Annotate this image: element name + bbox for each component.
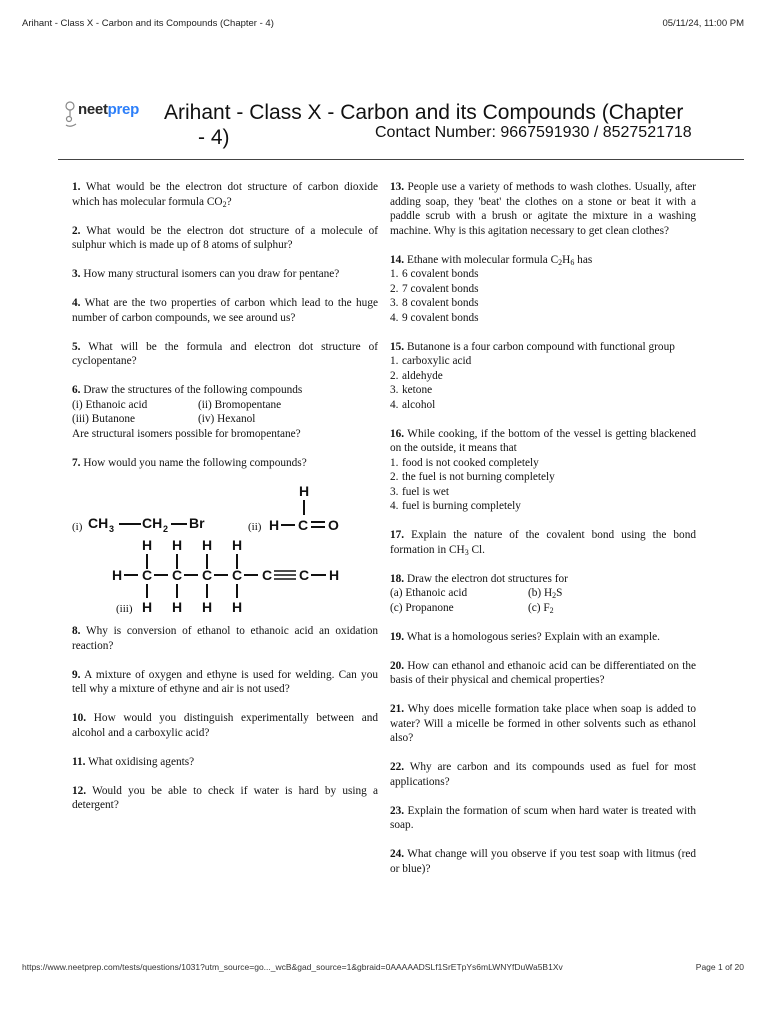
question-11: 11. What oxidising agents? <box>72 755 195 768</box>
svg-text:Br: Br <box>189 515 205 531</box>
option: 3. fuel is wet <box>390 485 450 498</box>
question-18: 18. Draw the electron dot structures for (a) Ethanoic acid (b) $H_2S$ (c) Propanone (c) $F_2$ <box>390 572 568 615</box>
svg-text:H: H <box>202 599 213 614</box>
svg-text:C: C <box>298 517 309 533</box>
option: 2. aldehyde <box>390 369 443 382</box>
question-9: 9. A mixture of oxygen and ethyne is used for welding. Can you tell why a mixture of ethyne and air is not used? <box>72 668 378 695</box>
print-header <box>22 18 744 32</box>
question-10: 10. How would you distinguish experimentally between and alcohol and a carboxylic acid? <box>72 712 379 739</box>
question-16: 16. While cooking, if the bottom of the vessel is getting blackened on the outside, it means that 1. food is not cooked completely 2. the fuel is not burning completely 3. fuel is wet 4. fuel is burning completely <box>390 427 697 512</box>
question-7: 7. How would you name the following compounds? <box>72 456 307 469</box>
question-21: 21. Why does micelle formation take place when soap is added to water? Will a micelle be formed in other solvents such as ethanol also? <box>390 703 696 744</box>
option: 2. 7 covalent bonds <box>390 282 479 295</box>
svg-text:H: H <box>329 567 340 583</box>
option: 2. the fuel is not burning completely <box>390 471 555 483</box>
print-footer-url: https://www.neetprep.com/tests/questions/1031?utm_source=go..._wcB&gad_source=1&gbraid=0AAAAADSLf1SrETpYs6mLWNYfDuWa5B1Xv <box>22 962 563 972</box>
svg-text:CH: CH <box>142 515 163 531</box>
print-header-title: Arihant - Class X - Carbon and its Compounds (Chapter - 4) <box>22 18 274 29</box>
compound-iii: H <box>142 537 153 553</box>
brand-name: neetprep <box>78 101 139 118</box>
option: 4. fuel is burning completely <box>390 500 521 512</box>
compound-ii: H <box>299 483 310 499</box>
structural-formulas-svg <box>72 470 378 614</box>
question-22: 22. Why are carbon and its compounds used as fuel for most applications? <box>390 761 697 788</box>
question-1: 1. What would be the electron dot structure of carbon dioxide which has molecular formula $CO_2$? <box>72 181 378 209</box>
option: 1. food is not cooked completely <box>390 456 539 469</box>
question-15: 15. Butanone is a four carbon compound with functional group 1. carboxylic acid 2. aldehyde 3. ketone 4. alcohol <box>390 340 696 413</box>
svg-text:3: 3 <box>109 524 115 534</box>
question-20: 20. How can ethanol and ethanoic acid can be differentiated on the basis of their physical and chemical properties? <box>390 659 696 686</box>
questions-right-column <box>390 180 696 891</box>
question-6: 6. Draw the structures of the following compounds (i) Ethanoic acid (ii) Bromopentane (iii) Butanone (iv) Hexanol Are structural isomers possible for bromopentane? <box>72 384 303 440</box>
label-i: (i) <box>72 521 83 533</box>
question-13: 13. People use a variety of methods to wash clothes. Usually, after adding soap, they 'beat' the clothes on a stone or beat it with a paddle scrub with a brush or agitate the mixture in a washing machine. Why is this agitation necessary to get clean clothes? <box>390 181 696 237</box>
svg-text:H: H <box>232 599 243 614</box>
question-8: 8. Why is conversion of ethanol to ethanoic acid an oxidation reaction? <box>72 625 379 652</box>
page-indicator: Page 1 of 20 <box>695 962 744 972</box>
question-3: 3. How many structural isomers can you draw for pentane? <box>72 268 340 280</box>
questions-left-column <box>72 180 378 827</box>
svg-text:C: C <box>142 567 153 583</box>
structure-diagram <box>72 470 378 614</box>
document-title: Arihant - Class X - Carbon and its Compounds (Chapter - 4) <box>164 101 684 149</box>
option: 4. alcohol <box>390 398 436 411</box>
option: 4. 9 covalent bonds <box>390 311 479 324</box>
label-iii: (iii) <box>116 603 133 614</box>
print-footer <box>22 962 744 976</box>
question-14: 14. Ethane with molecular formula $C_2H_6$ has 1. 6 covalent bonds 2. 7 covalent bonds 3. 8 covalent bonds 4. 9 covalent bonds <box>390 253 696 326</box>
question-2: 2. What would be the electron dot structure of a molecule of sulphur which is made up of 8 atoms of sulphur? <box>72 224 378 251</box>
svg-text:H: H <box>269 517 280 533</box>
question-24: 24. What change will you observe if you test soap with litmus (red or blue)? <box>390 848 697 875</box>
svg-text:O: O <box>328 517 339 533</box>
option: 1. 6 covalent bonds <box>390 268 479 280</box>
label-ii: (ii) <box>248 521 262 533</box>
question-5: 5. What will be the formula and electron dot structure of cyclopentane? <box>72 340 378 367</box>
option: 1. carboxylic acid <box>390 355 472 367</box>
svg-text:C: C <box>202 567 213 583</box>
svg-text:H: H <box>112 567 123 583</box>
svg-text:H: H <box>142 599 153 614</box>
question-19: 19. What is a homologous series? Explain with an example. <box>390 630 660 643</box>
question-17: 17. Explain the nature of the covalent bond using the bond formation in $CH_3$ Cl. <box>390 529 697 557</box>
compound-i-ch3: CH <box>88 515 109 531</box>
svg-text:2: 2 <box>163 524 169 534</box>
header-divider <box>58 159 744 160</box>
question-23: 23. Explain the formation of scum when hard water is treated with soap. <box>390 804 697 831</box>
contact-number: Contact Number: 9667591930 / 8527521718 <box>375 124 692 141</box>
svg-text:C: C <box>262 567 273 583</box>
svg-text:H: H <box>202 537 213 553</box>
svg-text:C: C <box>172 567 183 583</box>
svg-text:H: H <box>172 537 183 553</box>
print-header-datetime: 05/11/24, 11:00 PM <box>662 18 744 29</box>
svg-text:H: H <box>232 537 243 553</box>
svg-text:C: C <box>232 567 243 583</box>
neetprep-logo <box>64 99 164 129</box>
svg-text:C: C <box>299 567 310 583</box>
option: 3. ketone <box>390 384 433 396</box>
question-12: 12. Would you be able to check if water is hard by using a detergent? <box>72 784 379 811</box>
option: 3. 8 covalent bonds <box>390 297 479 309</box>
svg-text:H: H <box>172 599 183 614</box>
question-4: 4. What are the two properties of carbon which lead to the huge number of carbon compounds, we see around us? <box>72 297 378 324</box>
